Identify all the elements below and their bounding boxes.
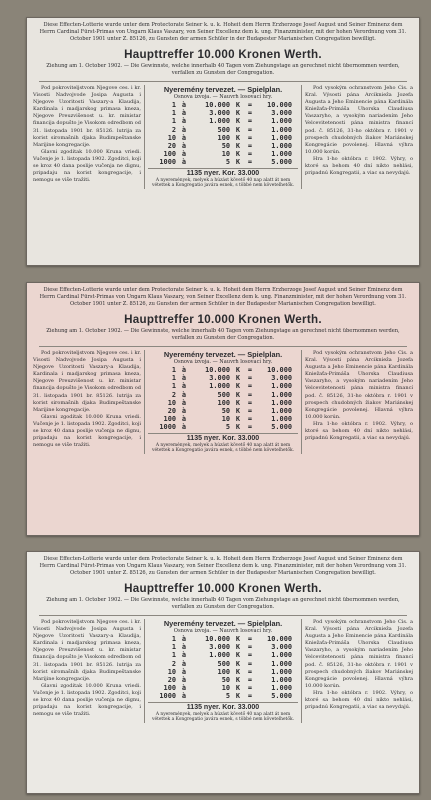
prize-unit: K (235, 390, 241, 399)
prize-equals: = (247, 109, 253, 118)
prize-total: 1.000 (271, 676, 292, 685)
prize-unit: K (235, 423, 241, 432)
prize-each: à (181, 101, 187, 109)
prize-each: à (181, 117, 187, 126)
plan-note: A nyeremények, melyek a húzást követő 40 nap alatt át nem vétettek a Kongregatio javára esnek, s többé nem követelhetők. (151, 177, 295, 189)
prize-count: 1 (171, 374, 176, 383)
plan-total: 1135 nyer. Kor. 33.000 (148, 168, 298, 178)
ticket-main-title: Haupttreffer 10.000 Kronen Werth. (124, 582, 322, 595)
prize-row (148, 692, 298, 700)
slovak-text-column: Pod vysokým ochranstvom Jeho Cis. a Kral. Výsosti pána Arciknieža Jozefa Augusta a Jeho Eminencie pána Kardinála Kniežaťa-Primáša Uhorska Claudiusa Vaszaryho, a vysokým nariadením Jeho Velcevitetenosti pána ministra financí pod. č. 85126, 31-ho októbra r. 1901 v prospech chudobných žiakov Mariánskej Kongregácie povolenej. Hlavná výhra 10.000 korún. Hra 1-ho októbra r. 1902. Výhry, o ktoré sa behom 40 dní nikto nehlási, pripadnú Kongregatii, a viac sa nevydajú. (305, 619, 413, 711)
prize-unit: K (235, 415, 241, 424)
prize-count: 10 (167, 133, 176, 142)
prize-plan: Nyeremény tervezet. — Spielplan. Osnova izvoja. — Nauvrh losovací hry. 1 à 10.000 K = 10.000 1 à 3.000 K = 3.000 1 à 1.000 K = 1.000 2 à 500 K = 1.000 10 à 100 K = 1.000 20 à 50 K = 1.000 100 à 10 K = 1.000 1000 à 5 K = 5.000 1135 nyer. Kor. 33.000 A nyeremények, melyek a húzást követő 40 nap alatt át nem vétettek a Kongregatio javára esnek, s többé nem követelhetők. (144, 619, 302, 723)
prize-total: 3.000 (271, 109, 292, 118)
prize-each: à (181, 423, 187, 432)
prize-unit: K (235, 125, 241, 134)
ticket-main-title: Haupttreffer 10.000 Kronen Werth. (124, 48, 322, 61)
prize-equals: = (247, 142, 253, 151)
prize-row (148, 415, 298, 423)
prize-value: 10 (221, 684, 230, 693)
prize-row (148, 684, 298, 692)
plan-title: Nyeremény tervezet. — Spielplan. (163, 85, 283, 94)
prize-total: 1.000 (271, 415, 292, 424)
prize-each: à (181, 415, 187, 424)
prize-count: 10 (167, 398, 176, 407)
prize-unit: K (235, 117, 241, 126)
ticket-draw-text: Ziehung am 1. October 1902. — Die Gewinnste, welche innerhalb 40 Tagen vom Ziehungstage an gerechnet nicht übernommen werden, verfallen zu Gunsten der Congregation. (39, 63, 407, 82)
prize-value: 1.000 (209, 651, 230, 660)
prize-equals: = (247, 415, 253, 424)
prize-each: à (181, 659, 187, 668)
prize-each: à (181, 398, 187, 407)
prize-each: à (181, 676, 187, 685)
prize-value: 500 (217, 659, 230, 668)
prize-row (148, 668, 298, 676)
prize-each: à (181, 109, 187, 118)
prize-row (148, 134, 298, 142)
prize-total: 1.000 (271, 117, 292, 126)
prize-equals: = (247, 374, 253, 383)
prize-row (148, 391, 298, 399)
prize-each: à (181, 374, 187, 383)
prize-count: 100 (163, 415, 176, 424)
prize-each: à (181, 667, 187, 676)
prize-each: à (181, 407, 187, 416)
prize-equals: = (247, 390, 253, 399)
prize-count: 100 (163, 150, 176, 159)
prize-count: 20 (167, 142, 176, 151)
prize-equals: = (247, 125, 253, 134)
prize-equals: = (247, 150, 253, 159)
prize-list (148, 366, 298, 432)
prize-total: 1.000 (271, 150, 292, 159)
prize-value: 50 (221, 142, 230, 151)
prize-plan: Nyeremény tervezet. — Spielplan. Osnova izvoja. — Nauvrh losovací hry. 1 à 10.000 K = 10.000 1 à 3.000 K = 3.000 1 à 1.000 K = 1.000 2 à 500 K = 1.000 10 à 100 K = 1.000 20 à 50 K = 1.000 100 à 10 K = 1.000 1000 à 5 K = 5.000 1135 nyer. Kor. 33.000 A nyeremények, melyek a húzást követő 40 nap alatt át nem vétettek a Kongregatio javára esnek, s többé nem követelhetők. (144, 85, 302, 189)
prize-total: 1.000 (271, 133, 292, 142)
prize-count: 100 (163, 684, 176, 693)
prize-value: 10.000 (205, 101, 230, 109)
lottery-ticket (26, 17, 420, 266)
prize-total: 1.000 (271, 667, 292, 676)
prize-count: 1 (171, 635, 176, 643)
prize-equals: = (247, 382, 253, 391)
prize-unit: K (235, 667, 241, 676)
prize-count: 1 (171, 651, 176, 660)
prize-row (148, 109, 298, 117)
prize-row (148, 142, 298, 150)
prize-each: à (181, 125, 187, 134)
prize-value: 5 (225, 423, 230, 432)
prize-total: 1.000 (271, 142, 292, 151)
prize-each: à (181, 133, 187, 142)
prize-equals: = (247, 423, 253, 432)
prize-equals: = (247, 651, 253, 660)
prize-value: 500 (217, 125, 230, 134)
prize-unit: K (235, 398, 241, 407)
prize-total: 5.000 (271, 158, 292, 167)
prize-list (148, 101, 298, 167)
prize-unit: K (235, 635, 241, 643)
prize-row (148, 676, 298, 684)
prize-count: 20 (167, 407, 176, 416)
plan-note: A nyeremények, melyek a húzást követő 40 nap alatt át nem vétettek a Kongregatio javára esnek, s többé nem követelhetők. (151, 442, 295, 454)
prize-equals: = (247, 117, 253, 126)
prize-unit: K (235, 643, 241, 652)
prize-equals: = (247, 407, 253, 416)
prize-count: 1 (171, 109, 176, 118)
prize-row (148, 407, 298, 415)
prize-total: 1.000 (271, 659, 292, 668)
prize-equals: = (247, 101, 253, 109)
prize-value: 10.000 (205, 635, 230, 643)
prize-plan: Nyeremény tervezet. — Spielplan. Osnova izvoja. — Nauvrh losovací hry. 1 à 10.000 K = 10.000 1 à 3.000 K = 3.000 1 à 1.000 K = 1.000 2 à 500 K = 1.000 10 à 100 K = 1.000 20 à 50 K = 1.000 100 à 10 K = 1.000 1000 à 5 K = 5.000 1135 nyer. Kor. 33.000 A nyeremények, melyek a húzást követő 40 nap alatt át nem vétettek a Kongregatio javára esnek, s többé nem követelhetők. (144, 350, 302, 454)
prize-equals: = (247, 659, 253, 668)
plan-note: A nyeremények, melyek a húzást követő 40 nap alatt át nem vétettek a Kongregatio javára esnek, s többé nem követelhetők. (151, 711, 295, 723)
prize-unit: K (235, 142, 241, 151)
lottery-ticket (26, 282, 420, 536)
prize-row (148, 399, 298, 407)
prize-row (148, 117, 298, 125)
plan-title: Nyeremény tervezet. — Spielplan. (163, 619, 283, 628)
ticket-head-text: Diese Effecten-Lotterie wurde unter dem Protectorate Seiner k. u. k. Hoheit dem Herrn Erzherzoge Josef August und Seiner Eminenz dem Herrn Cardinal Fürst-Primas von Ungarn Klaus Vaszary, von Seiner Excellenz dem k. ung. Finanzminister, mit der hohen Verordnung vom 31. October 1901 unter Z. 85126, zu Gunsten der armen Schüler in der Budapester Marianischen Congregation bewilligt. (39, 22, 407, 42)
slovak-text-column: Pod vysokým ochranstvom Jeho Cis. a Kral. Výsosti pána Arciknieža Jozefa Augusta a Jeho Eminencie pána Kardinála Kniežaťa-Primáša Uhorska Claudiusa Vaszaryho, a vysokým nariadením Jeho Velcevitetenosti pána ministra financí pod. č. 85126, 31-ho októbra r. 1901 v prospech chudobných žiakov Mariánskej Kongregácie povolenej. Hlavná výhra 10.000 korún. Hra 1-ho októbra r. 1902. Výhry, o ktoré sa behom 40 dní nikto nehlási, pripadnú Kongregatii, a viac sa nevydajú. (305, 85, 413, 177)
prize-unit: K (235, 382, 241, 391)
prize-count: 1 (171, 643, 176, 652)
prize-equals: = (247, 643, 253, 652)
prize-each: à (181, 390, 187, 399)
ticket-head-text: Diese Effecten-Lotterie wurde unter dem Protectorate Seiner k. u. k. Hoheit dem Herrn Erzherzoge Josef August und Seiner Eminenz dem Herrn Cardinal Fürst-Primas von Ungarn Klaus Vaszary, von Seiner Excellenz dem k. ung. Finanzminister, mit der hohen Verordnung vom 31. October 1901 unter Z. 85126, zu Gunsten der armen Schüler in der Budapester Marianischen Congregation bewilligt. (39, 556, 407, 576)
prize-count: 2 (171, 125, 176, 134)
prize-unit: K (235, 109, 241, 118)
prize-total: 1.000 (271, 382, 292, 391)
prize-list (148, 635, 298, 701)
prize-unit: K (235, 651, 241, 660)
prize-row (148, 635, 298, 643)
prize-total: 1.000 (271, 684, 292, 693)
prize-total: 3.000 (271, 643, 292, 652)
prize-row (148, 382, 298, 390)
prize-equals: = (247, 398, 253, 407)
slovak-text-column: Pod vysokým ochranstvom Jeho Cis. a Kral. Výsosti pána Arciknieža Jozefa Augusta a Jeho Eminencie pána Kardinála Kniežaťa-Primáša Uhorska Claudiusa Vaszaryho, a vysokým nariadením Jeho Velcevitetenosti pána ministra financí pod. č. 85126, 31-ho októbra r. 1901 v prospech chudobných žiakov Mariánskej Kongregácie povolenej. Hlavná výhra 10.000 korún. Hra 1-ho októbra r. 1902. Výhry, o ktoré sa behom 40 dní nikto nehlási, pripadnú Kongregatii, a viac sa nevydajú. (305, 350, 413, 442)
prize-total: 1.000 (271, 398, 292, 407)
prize-total: 1.000 (271, 390, 292, 399)
prize-row (148, 660, 298, 668)
prize-unit: K (235, 407, 241, 416)
prize-unit: K (235, 676, 241, 685)
croatian-text-column: Pod pokroviteljstvom Njegove ces. i kr. Visosti Nadvojvode Josipa Augusta i Njegove Uzoritosti Vaszary-a Klaudija, Kardinala i madjarskog primasa knezа, Njegove Preuzvišenost u. kr. ministar financija dopušto je Visokom odredbom od 31. listopada 1901 br. 85126. lutrija za korist siromašnih djaka Budimpeštanske Marijine kongregacije. Glavni zgoditak 10.000 Kruna vriedi. Vučenje je 1. listopada 1902. Zgoditci, koji se kroz 40 dana poslije vučenja ne dignu, pripadaju na korist kongregacije, i nemogu se više tražiti. (33, 85, 141, 184)
croatian-text-column: Pod pokroviteljstvom Njegove ces. i kr. Visosti Nadvojvode Josipa Augusta i Njegove Uzoritosti Vaszary-a Klaudija, Kardinala i madjarskog primasa knezа, Njegove Preuzvišenost u. kr. ministar financija dopušto je Visokom odredbom od 31. listopada 1901 br. 85126. lutrija za korist siromašnih djaka Budimpeštanske Marijine kongregacije. Glavni zgoditak 10.000 Kruna vriedi. Vučenje je 1. listopada 1902. Zgoditci, koji se kroz 40 dana poslije vučenja ne dignu, pripadaju na korist kongregacije, i nemogu se više tražiti. (33, 350, 141, 449)
prize-each: à (181, 382, 187, 391)
prize-equals: = (247, 676, 253, 685)
croatian-text-column: Pod pokroviteljstvom Njegove ces. i kr. Visosti Nadvojvode Josipa Augusta i Njegove Uzoritosti Vaszary-a Klaudija, Kardinala i madjarskog primasa knezа, Njegove Preuzvišenost u. kr. ministar financija dopušto je Visokom odredbom od 31. listopada 1901 br. 85126. lutrija za korist siromašnih djaka Budimpeštanske Marijine kongregacije. Glavni zgoditak 10.000 Kruna vriedi. Vučenje je 1. listopada 1902. Zgoditci, koji se kroz 40 dana poslije vučenja ne dignu, pripadaju na korist kongregacije, i nemogu se više tražiti. (33, 619, 141, 718)
prize-value: 1.000 (209, 382, 230, 391)
prize-total: 1.000 (271, 651, 292, 660)
prize-count: 1000 (159, 423, 176, 432)
prize-each: à (181, 643, 187, 652)
prize-total: 1.000 (271, 125, 292, 134)
prize-row (148, 150, 298, 158)
prize-row (148, 126, 298, 134)
prize-row (148, 101, 298, 109)
prize-unit: K (235, 684, 241, 693)
prize-value: 500 (217, 390, 230, 399)
prize-unit: K (235, 158, 241, 167)
plan-total: 1135 nyer. Kor. 33.000 (148, 433, 298, 443)
prize-unit: K (235, 101, 241, 109)
ticket-main-title: Haupttreffer 10.000 Kronen Werth. (124, 313, 322, 326)
prize-value: 50 (221, 676, 230, 685)
prize-total: 10.000 (267, 366, 292, 374)
prize-total: 5.000 (271, 423, 292, 432)
prize-value: 50 (221, 407, 230, 416)
prize-count: 1 (171, 382, 176, 391)
prize-each: à (181, 158, 187, 167)
prize-value: 5 (225, 692, 230, 701)
prize-equals: = (247, 133, 253, 142)
prize-total: 10.000 (267, 635, 292, 643)
prize-equals: = (247, 158, 253, 167)
prize-count: 1000 (159, 692, 176, 701)
plan-total: 1135 nyer. Kor. 33.000 (148, 702, 298, 712)
prize-row (148, 643, 298, 651)
prize-total: 10.000 (267, 101, 292, 109)
prize-count: 10 (167, 667, 176, 676)
plan-title: Nyeremény tervezet. — Spielplan. (163, 350, 283, 359)
prize-value: 10.000 (205, 366, 230, 374)
prize-count: 1 (171, 117, 176, 126)
prize-each: à (181, 651, 187, 660)
prize-each: à (181, 692, 187, 701)
prize-equals: = (247, 635, 253, 643)
prize-count: 1000 (159, 158, 176, 167)
prize-total: 1.000 (271, 407, 292, 416)
prize-unit: K (235, 692, 241, 701)
prize-value: 3.000 (209, 109, 230, 118)
prize-row (148, 374, 298, 382)
prize-each: à (181, 684, 187, 693)
prize-each: à (181, 142, 187, 151)
prize-equals: = (247, 692, 253, 701)
prize-value: 100 (217, 667, 230, 676)
ticket-draw-text: Ziehung am 1. October 1902. — Die Gewinnste, welche innerhalb 40 Tagen vom Ziehungstage an gerechnet nicht übernommen werden, verfallen zu Gunsten der Congregation. (39, 328, 407, 347)
prize-count: 2 (171, 390, 176, 399)
prize-unit: K (235, 374, 241, 383)
prize-count: 1 (171, 366, 176, 374)
prize-value: 5 (225, 158, 230, 167)
prize-equals: = (247, 667, 253, 676)
prize-unit: K (235, 366, 241, 374)
prize-equals: = (247, 684, 253, 693)
prize-total: 5.000 (271, 692, 292, 701)
prize-value: 100 (217, 133, 230, 142)
prize-each: à (181, 635, 187, 643)
prize-value: 1.000 (209, 117, 230, 126)
prize-unit: K (235, 133, 241, 142)
prize-unit: K (235, 659, 241, 668)
prize-total: 3.000 (271, 374, 292, 383)
ticket-head-text: Diese Effecten-Lotterie wurde unter dem Protectorate Seiner k. u. k. Hoheit dem Herrn Erzherzoge Josef August und Seiner Eminenz dem Herrn Cardinal Fürst-Primas von Ungarn Klaus Vaszary, von Seiner Excellenz dem k. ung. Finanzminister, mit der hohen Verordnung vom 31. October 1901 unter Z. 85126, zu Gunsten der armen Schüler in der Budapester Marianischen Congregation bewilligt. (39, 287, 407, 307)
ticket-draw-text: Ziehung am 1. October 1902. — Die Gewinnste, welche innerhalb 40 Tagen vom Ziehungstage an gerechnet nicht übernommen werden, verfallen zu Gunsten der Congregation. (39, 597, 407, 616)
prize-row (148, 423, 298, 431)
prize-count: 1 (171, 101, 176, 109)
prize-value: 10 (221, 415, 230, 424)
prize-each: à (181, 150, 187, 159)
prize-count: 20 (167, 676, 176, 685)
prize-row (148, 158, 298, 166)
prize-unit: K (235, 150, 241, 159)
prize-value: 10 (221, 150, 230, 159)
prize-row (148, 366, 298, 374)
prize-row (148, 651, 298, 659)
prize-count: 2 (171, 659, 176, 668)
prize-value: 3.000 (209, 374, 230, 383)
prize-equals: = (247, 366, 253, 374)
prize-value: 3.000 (209, 643, 230, 652)
prize-value: 100 (217, 398, 230, 407)
lottery-ticket (26, 551, 420, 794)
prize-each: à (181, 366, 187, 374)
